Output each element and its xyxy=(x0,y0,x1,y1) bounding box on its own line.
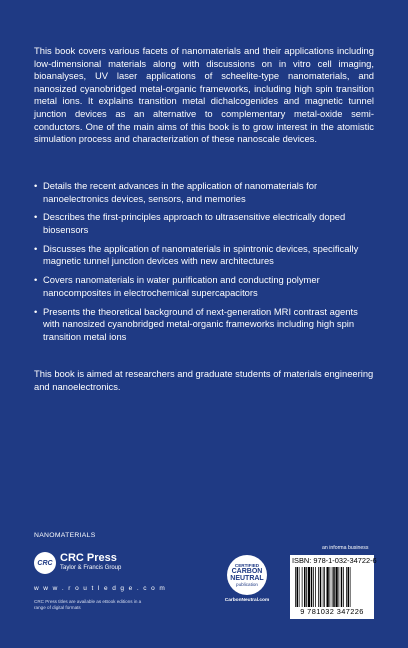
barcode-bar xyxy=(315,567,316,607)
barcode-bar xyxy=(304,567,306,607)
barcode-icon xyxy=(294,567,370,607)
barcode-bar xyxy=(302,567,303,607)
barcode-bar xyxy=(350,567,351,607)
informa-tagline: an informa business xyxy=(322,545,369,551)
barcode-bar xyxy=(299,567,300,607)
publisher-name: CRC Press xyxy=(60,552,117,564)
feature-bullet: • Details the recent advances in the application of nanomaterials for nanoelectronics devices, sensors, and memories xyxy=(34,180,374,205)
barcode-panel xyxy=(290,555,377,619)
crc-logo-icon: CRC xyxy=(34,552,56,574)
barcode-bar xyxy=(341,567,343,607)
barcode-bar xyxy=(339,567,340,607)
carbon-certified-label: CERTIFIED xyxy=(234,563,260,568)
feature-bullet: • Presents the theoretical background of next-generation MRI contrast agents with nanosized cyanobridged metal-organic frameworks including high spin transition metal ions xyxy=(34,306,374,344)
series-label: NANOMATERIALS xyxy=(34,532,96,539)
barcode-bar xyxy=(327,567,329,607)
carbon-neutral-icon xyxy=(227,555,267,595)
barcode-bar xyxy=(323,567,324,607)
feature-bullet: • Describes the first-principles approach to ultrasensitive electrically doped biosensors xyxy=(34,211,374,236)
feature-bullet: • Discusses the application of nanomaterials in spintronic devices, specifically magnetic tunnel junction devices with new architectures xyxy=(34,243,374,268)
barcode-bar xyxy=(330,567,331,607)
barcode-digits: 9 781032 347226 xyxy=(300,607,364,616)
barcode-bar xyxy=(333,567,335,607)
barcode-bar xyxy=(306,567,307,607)
barcode-bar xyxy=(311,567,313,607)
publication-label: publication xyxy=(236,582,258,587)
barcode-bar xyxy=(346,567,347,607)
publisher-group: Taylor & Francis Group xyxy=(60,565,122,571)
barcode-bar xyxy=(336,567,338,607)
barcode-bar xyxy=(318,567,319,607)
barcode-bar xyxy=(320,567,322,607)
barcode-bar xyxy=(295,567,296,607)
carbon-label: CARBON xyxy=(231,568,263,575)
feature-list xyxy=(34,180,374,349)
carbon-neutral-url: CarbonNeutral.com xyxy=(224,598,270,603)
barcode-bar xyxy=(348,567,350,607)
isbn-number: ISBN: 978-1-032-34722-6 xyxy=(292,556,377,565)
barcode-bar xyxy=(324,567,325,607)
ebook-note: CRC Press titles are available as eBook editions in a range of digital formats xyxy=(34,599,142,611)
audience-paragraph: This book is aimed at researchers and graduate students of materials engineering and nanoelectronics. xyxy=(34,368,374,392)
barcode-bar xyxy=(308,567,310,607)
feature-bullet: • Covers nanomaterials in water purification and conducting polymer nanocomposites in electrochemical supercapacitors xyxy=(34,274,374,299)
publisher-url: w w w . r o u t l e d g e . c o m xyxy=(34,585,167,592)
barcode-bar xyxy=(313,567,314,607)
neutral-label: NEUTRAL xyxy=(230,575,264,582)
barcode-bar xyxy=(343,567,344,607)
intro-paragraph: This book covers various facets of nanomaterials and their applications including low-dimensional materials along with discussions on in vitro cell imaging, bioanalyses, UV laser applications of scheelite-type nanomaterials, and nanosized cyanobridged metal-organic frameworks, including high spin transition metal ions. It explains transition metal dichalcogenides and magnetic tunnel junction devices as an alternative to complementary metal-oxide semi-conductors. One of the main aims of this book is to grow interest in the atomistic simulation process and characterization of these nanoscale devices. xyxy=(34,45,374,145)
carbon-neutral-badge xyxy=(222,555,272,617)
barcode-bar xyxy=(332,567,333,607)
barcode-bar xyxy=(297,567,299,607)
